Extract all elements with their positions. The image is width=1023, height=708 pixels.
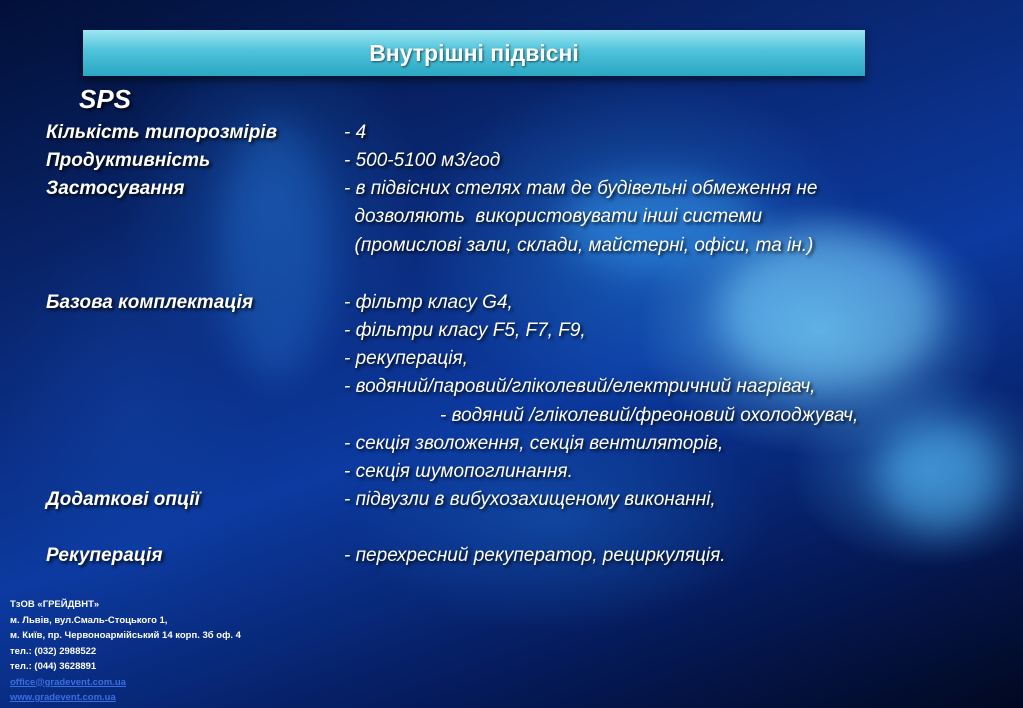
spec-value-filters-f: - фільтри класу F5, F7, F9, (344, 320, 586, 341)
phone-lviv: тел.: (032) 2988522 (10, 645, 97, 657)
spec-label-application: Застосування (46, 178, 185, 199)
spec-value-application: - в підвісних стелях там де будівельні обмеження не (344, 178, 818, 199)
phone-kyiv: тел.: (044) 3628891 (10, 661, 97, 672)
slide-title: Внутрішні підвісні (369, 39, 579, 66)
spec-value-cooler: - водяний /гліколевий/фреоновий охолоджувач, (440, 405, 859, 426)
company-name: ТзОВ «ГРЕЙДВНТ» (10, 599, 100, 610)
spec-value-options: - підвузли в вибухозахищеному виконанні, (344, 489, 716, 510)
spec-value-application-line3: (промислові зали, склади, майстерні, офіси, та ін.) (344, 235, 814, 256)
spec-value-capacity: - 500-5100 м3/год (344, 150, 501, 171)
spec-value-humidifier: - секція зволоження, секція вентиляторів, (344, 433, 724, 454)
spec-label-capacity: Продуктивність (46, 150, 211, 171)
model-name: SPS (79, 84, 132, 114)
email-link[interactable]: office@gradevent.com.ua (10, 676, 126, 688)
spec-value-heater: - водяний/паровий/гліколевий/електричний нагрівач, (344, 376, 816, 397)
spec-value-sizes: - 4 (344, 122, 367, 143)
address-kyiv: м. Київ, пр. Червоноармійський 14 корп. 3б оф. 4 (10, 630, 241, 641)
spec-label-sizes: Кількість типорозмірів (46, 122, 278, 143)
spec-label-options: Додаткові опції (46, 489, 200, 510)
spec-label-base-kit: Базова комплектація (46, 292, 254, 313)
spec-value-silencer: - секція шумопоглинання. (344, 461, 573, 482)
address-lviv: м. Львів, вул.Смаль-Стоцького 1, (10, 614, 168, 626)
spec-value-recuperator: - перехресний рекуператор, рециркуляція. (344, 545, 726, 566)
slide-title-bar (83, 30, 865, 76)
background-glow (880, 420, 1000, 530)
spec-label-recuperation: Рекуперація (46, 545, 163, 566)
contact-footer (10, 597, 241, 706)
spec-value-recuperation: - рекуперація, (344, 348, 468, 369)
spec-value-filter-g4: - фільтр класу G4, (344, 292, 513, 313)
website-link[interactable]: www.gradevent.com.ua (10, 692, 116, 703)
background-glow (220, 120, 330, 380)
spec-value-application-line2: дозволяють використовувати інші системи (344, 206, 763, 227)
